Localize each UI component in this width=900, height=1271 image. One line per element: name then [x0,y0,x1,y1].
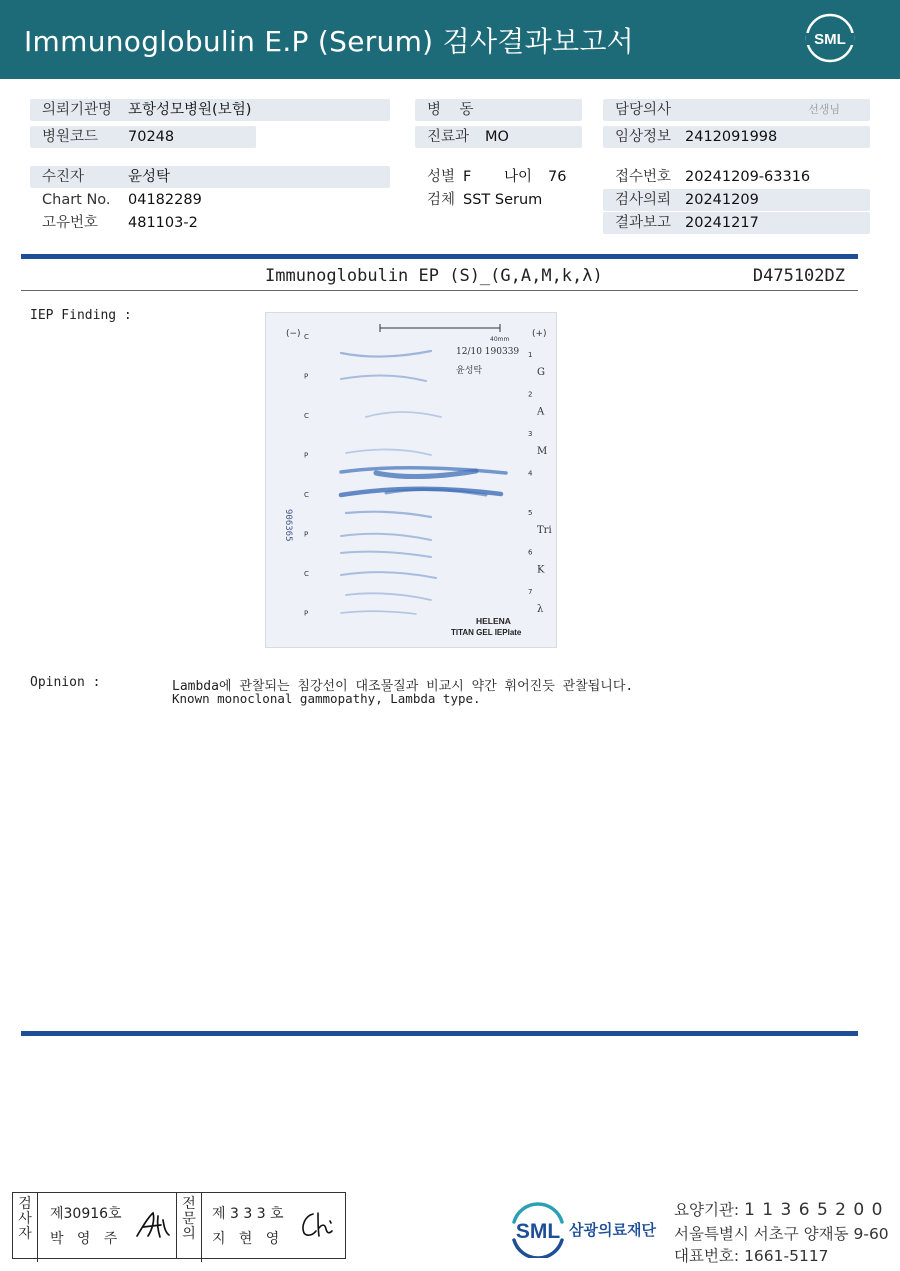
gel-row-letter: P [304,609,309,618]
examiner-vertical-label: 검 사 자 [13,1193,38,1262]
top-divider [21,254,858,259]
svg-text:12/10 190339: 12/10 190339 [456,347,520,357]
precipitin-band [341,534,431,540]
gel-drawing [266,313,556,647]
gel-lane-number: 2 [528,390,533,399]
opinion-label: Opinion : [30,675,101,690]
footer-phone: 대표번호: 1661-5117 [674,1247,829,1265]
gel-lane-label: Tri [537,525,552,536]
precipitin-band [341,468,506,473]
precipitin-band [346,512,431,517]
signature-box [12,1192,346,1259]
gel-row-letter: C [304,570,309,578]
specialist-license: 제 3 3 3 호 [212,1206,284,1222]
precipitin-band [346,593,431,600]
svg-text:906365: 906365 [283,509,293,542]
footer-code: 요양기관: 1 1 3 6 5 2 0 0 [674,1200,884,1220]
gel-row-letter: P [304,530,309,539]
unique-no-field: 고유번호 481103-2 [42,215,198,231]
precipitin-band [341,572,436,578]
doctor-field: 담당의사 선생님 [603,99,870,121]
examiner-name: 박 영 주 [50,1231,118,1247]
gel-lane-label: A [537,406,545,418]
patient-name-field: 수진자 윤성탁 [30,166,390,188]
precipitin-band [341,375,426,381]
svg-text:(+): (+) [532,329,547,339]
report-title: Immunoglobulin E.P (Serum) 검사결과보고서 [24,25,635,58]
iep-gel-image [265,312,557,648]
specialist-signature-icon [297,1208,337,1242]
gel-lane-number: 5 [528,509,533,517]
gel-lane-number: 6 [528,548,533,557]
specimen-field: 검체 SST Serum [427,192,543,208]
test-code: D475102DZ [752,266,845,286]
precipitin-band [346,449,431,455]
precipitin-band [341,611,416,614]
examiner-signature-icon [134,1208,174,1242]
sex-age-field: 성별 F 나이 76 [427,169,567,185]
chart-no-field: Chart No. 04182289 [42,192,202,208]
gel-row-letter: C [304,412,309,420]
svg-text:HELENA: HELENA [476,616,511,626]
svg-text:(−): (−) [286,329,301,339]
ward-field: 병 동 [415,99,582,121]
clinical-info-field: 임상정보 2412091998 [603,126,870,148]
svg-text:TITAN GEL IEPlate: TITAN GEL IEPlate [451,628,522,637]
report-header [0,0,900,79]
gel-lane-label: M [537,446,548,457]
test-divider [21,290,858,291]
report-date-field: 결과보고 20241217 [603,212,870,234]
gel-lane-number: 1 [528,351,533,359]
request-date-field: 검사의뢰 20241209 [603,189,870,211]
gel-row-letter: C [304,333,309,341]
opinion-line-2: Known monoclonal gammopathy, Lambda type. [172,691,481,706]
hospital-code-field: 병원코드 70248 [30,126,256,148]
precipitin-band [341,351,431,357]
department-field: 진료과 MO [415,126,582,148]
examiner-cell [38,1193,177,1258]
finding-label: IEP Finding : [30,308,132,323]
svg-text:윤성탁: 윤성탁 [456,366,483,376]
gel-lane-number: 7 [528,588,533,596]
footer-address: 서울특별시 서초구 양재동 9-60 [674,1225,889,1243]
specialist-cell [202,1193,343,1258]
opinion-line-1: Lambda에 관찰되는 침강선이 대조물질과 비교시 약간 휘어진듯 관찰됩니다. [172,679,634,694]
precipitin-band [341,552,431,557]
sml-logo-icon [804,12,856,64]
bottom-divider [21,1031,858,1036]
gel-row-letter: P [304,451,309,460]
precipitin-band [376,471,476,477]
sml-footer-logo-icon [508,1200,568,1258]
svg-text:SML: SML [515,1220,561,1243]
examiner-license: 제30916호 [50,1206,122,1222]
footer-org-name: 삼광의료재단 [569,1221,656,1239]
gel-lane-label: K [537,564,545,576]
gel-row-letter: C [304,491,309,499]
precipitin-band [366,412,441,417]
gel-lane-number: 4 [528,469,533,478]
specialist-name: 지 현 영 [212,1231,280,1247]
gel-lane-label: G [537,367,545,378]
svg-text:SML: SML [814,31,846,48]
receipt-no-field: 접수번호 20241209-63316 [615,169,811,185]
footer-logo [508,1200,663,1260]
test-name: Immunoglobulin EP (S)_(G,A,M,k,λ) [265,266,603,286]
specialist-vertical-label: 전 문 의 [177,1193,202,1262]
svg-text:40mm: 40mm [490,336,510,343]
gel-lane-number: 3 [528,430,533,438]
gel-lane-label: λ [537,604,544,615]
gel-row-letter: P [304,372,309,381]
institution-field: 의뢰기관명 포항성모병원(보험) [30,99,390,121]
